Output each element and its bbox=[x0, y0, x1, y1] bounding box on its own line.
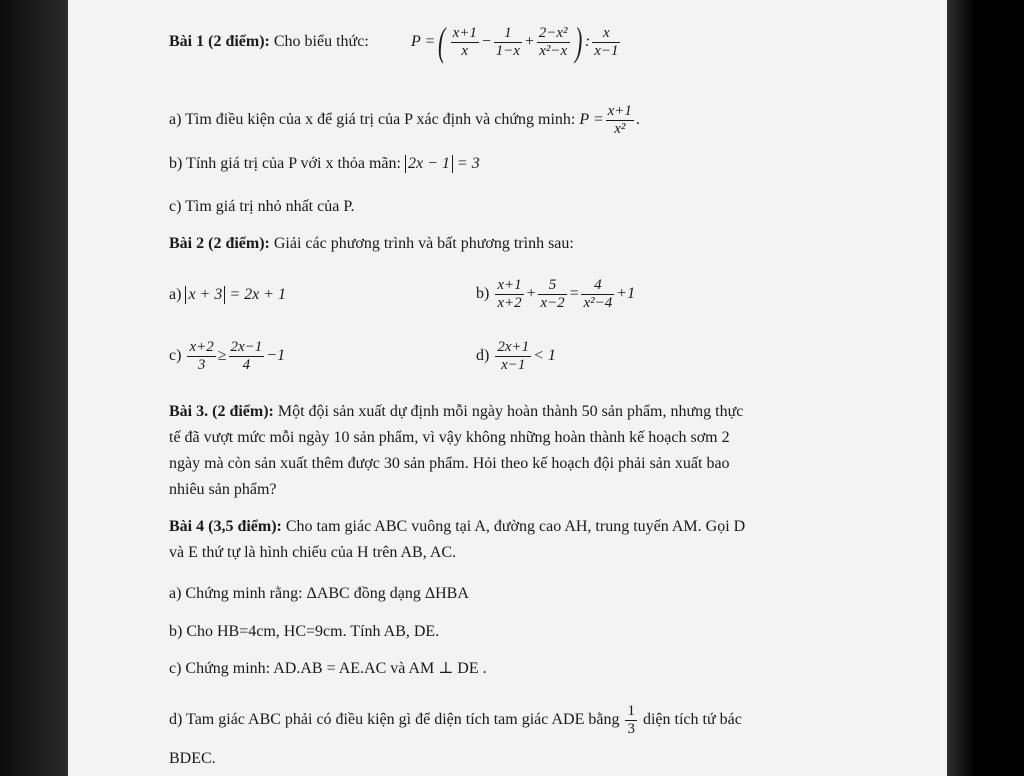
bai1-part-a: a) Tìm điều kiện của x để giá trị của P xác định và chứng minh: P = $\frac{x+1}{\text{x²}}$ . bbox=[169, 103, 640, 137]
bai1-part-c: c) Tìm giá trị nhỏ nhất của P. bbox=[169, 198, 355, 215]
bai1-a-p: P = bbox=[579, 111, 604, 129]
bai2-c-frac-1: $\frac{x+2}{3}$ bbox=[189, 338, 214, 373]
bai1-plus: + bbox=[523, 33, 535, 50]
bai4-line-1: Bài 4 (3,5 điểm): Cho tam giác ABC vuông tại A, đường cao AH, trung tuyến AM. Gọi D bbox=[169, 518, 746, 535]
bai1-b-abs: 2x − 1 bbox=[405, 155, 453, 173]
left-dark-border bbox=[0, 0, 68, 776]
bai2-intro: Giải các phương trình và bất phương trình sau: bbox=[273, 235, 574, 252]
bai3-title: Bài 3. (2 điểm): bbox=[169, 403, 274, 420]
bai1-minus: − bbox=[480, 33, 492, 50]
right-dark-border bbox=[947, 0, 1024, 776]
bai2-part-a: a) x + 3 = 2x + 1 bbox=[169, 286, 287, 303]
bai4-part-c: c) Chứng minh: AD.AB = AE.AC và AM ⊥ DE . bbox=[169, 660, 487, 677]
bai1-div: : bbox=[584, 33, 591, 50]
bai1-b-text: b) Tính giá trị của P với x thỏa mãn: bbox=[169, 155, 401, 172]
bai2-part-b: b) $\frac{x+1}{x+2}$ + $\frac{5}{x-2}$ = $\frac{4}{\text{x²−4}}$ +1 bbox=[476, 276, 636, 311]
bai4-part-a: a) Chứng minh rằng: ΔABC đồng dạng ΔHBA bbox=[169, 585, 469, 602]
bai1-b-rhs: = 3 bbox=[456, 155, 480, 172]
bai2-part-c: c) $\frac{x+2}{3}$ ≥ $\frac{2x-1}{4}$ −1 bbox=[169, 338, 286, 373]
bai1-frac-3: $\frac{\text{2−x²}}{\text{x²−x}}$ bbox=[538, 24, 568, 59]
bai1-frac-1: $\frac{x+1}{x}$ bbox=[452, 24, 477, 59]
bai3-line-1: Bài 3. (2 điểm): Một đội sản xuất dự định mỗi ngày hoàn thành 50 sản phẩm, nhưng thực bbox=[169, 403, 744, 420]
bai2-b-frac-1: $\frac{x+1}{x+2}$ bbox=[497, 276, 522, 311]
bai2-part-d: d) $\frac{2x+1}{x-1}$ < 1 bbox=[476, 338, 556, 373]
bai4-part-b: b) Cho HB=4cm, HC=9cm. Tính AB, DE. bbox=[169, 623, 440, 640]
document-page bbox=[68, 0, 947, 776]
bai1-a-text: a) Tìm điều kiện của x để giá trị của P xác định và chứng minh: bbox=[169, 111, 576, 129]
bai1-heading-line bbox=[169, 32, 369, 52]
bai3-line-3: ngày mà còn sản xuất thêm được 30 sản phẩm. Hỏi theo kế hoạch đội phải sản xuất bao bbox=[169, 455, 730, 472]
bai1-expression bbox=[411, 19, 622, 65]
bai1-intro: Cho biểu thức: bbox=[273, 33, 369, 50]
close-paren: ) bbox=[574, 19, 582, 65]
bai2-d-frac: $\frac{2x+1}{x-1}$ bbox=[497, 338, 530, 373]
bai4-title: Bài 4 (3,5 điểm): bbox=[169, 518, 282, 535]
bai1-p-eq: P = bbox=[411, 33, 436, 50]
bai2-a-rhs: = 2x + 1 bbox=[229, 286, 287, 303]
bai3-line-2: tế đã vượt mức mỗi ngày 10 sản phẩm, vì vậy không những hoàn thành kế hoạch sơm 2 bbox=[169, 429, 730, 446]
bai4-part-d: d) Tam giác ABC phải có điều kiện gì để diện tích tam giác ADE bằng $\frac{1}{3}$ diện tích tứ bác bbox=[169, 702, 742, 737]
bai1-a-frac: $\frac{x+1}{\text{x²}}$ bbox=[607, 103, 632, 137]
bai1-part-b bbox=[169, 154, 480, 174]
bai2-title: Bài 2 (2 điểm): bbox=[169, 235, 270, 252]
bai2-a-abs: x + 3 bbox=[185, 286, 225, 304]
bai2-c-frac-2: $\frac{2x-1}{4}$ bbox=[230, 338, 263, 373]
bai1-frac-2: $\frac{1}{1-x}$ bbox=[495, 24, 520, 59]
bai3-line-4: nhiêu sản phẩm? bbox=[169, 481, 277, 498]
bai2-b-frac-2: $\frac{5}{x-2}$ bbox=[540, 276, 565, 311]
bai4-d-frac: $\frac{1}{3}$ bbox=[627, 702, 635, 737]
bai2-heading-line bbox=[169, 234, 574, 254]
bai2-b-frac-3: $\frac{4}{\text{x²−4}}$ bbox=[583, 276, 613, 311]
bai4-part-d-line-2: BDEC. bbox=[169, 750, 216, 767]
bai1-frac-4: $\frac{x}{x-1}$ bbox=[594, 24, 619, 59]
bai4-line-2: và E thứ tự là hình chiếu của H trên AB, AC. bbox=[169, 544, 457, 561]
open-paren: ( bbox=[438, 19, 446, 65]
bai1-title: Bài 1 (2 điểm): bbox=[169, 33, 270, 50]
